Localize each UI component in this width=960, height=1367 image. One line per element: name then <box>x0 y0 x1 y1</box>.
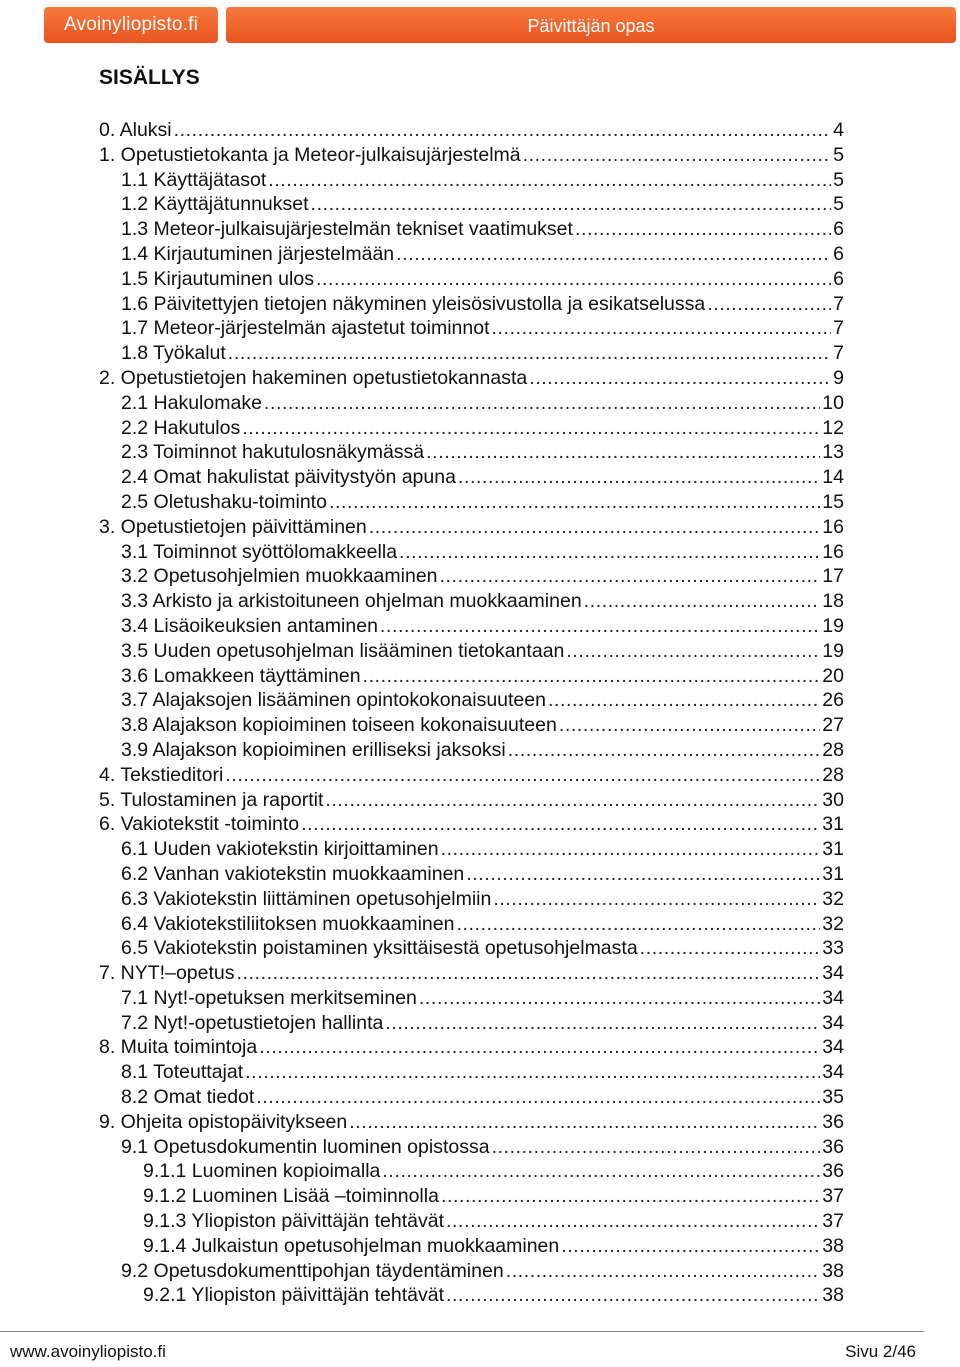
toc-entry-page: 34 <box>822 962 844 985</box>
toc-entry[interactable] <box>0 416 960 441</box>
toc-entry[interactable] <box>0 540 960 565</box>
toc-dot-leader <box>508 738 821 763</box>
toc-dot-leader <box>440 564 821 589</box>
toc-entry[interactable] <box>0 1060 960 1085</box>
toc-dot-leader <box>380 614 820 639</box>
toc-entry[interactable] <box>0 1011 960 1036</box>
toc-dot-leader <box>349 1110 820 1135</box>
toc-dot-leader <box>369 515 821 540</box>
toc-entry-page: 9 <box>833 366 844 389</box>
toc-entry-page: 7 <box>833 317 844 340</box>
toc-entry-page: 35 <box>822 1086 844 1109</box>
toc-entry[interactable] <box>0 366 960 391</box>
toc-dot-leader <box>256 1085 820 1110</box>
toc-entry[interactable] <box>0 143 960 168</box>
toc-entry-page: 12 <box>822 416 844 439</box>
toc-entry[interactable] <box>0 887 960 912</box>
toc-entry-title: 9.1 Opetusdokumentin luominen opistossa <box>121 1135 490 1158</box>
toc-dot-leader <box>458 465 820 490</box>
toc-dot-leader <box>385 1011 820 1036</box>
toc-dot-leader <box>396 242 831 267</box>
toc-entry-title: 8.1 Toteuttajat <box>121 1061 244 1084</box>
toc-dot-leader <box>311 192 832 217</box>
toc-entry[interactable] <box>0 490 960 515</box>
toc-dot-leader <box>228 341 831 366</box>
toc-entry[interactable] <box>0 788 960 813</box>
toc-entry-title: 9.1.4 Julkaistun opetusohjelman muokkaaminen <box>143 1234 560 1257</box>
toc-dot-leader <box>419 986 820 1011</box>
toc-entry-title: 3.2 Opetusohjelmien muokkaaminen <box>121 565 438 588</box>
toc-dot-leader <box>492 316 832 341</box>
toc-entry[interactable] <box>0 1283 960 1308</box>
toc-entry-title: 1. Opetustietokanta ja Meteor-julkaisujärjestelmä <box>99 143 521 166</box>
toc-entry[interactable] <box>0 391 960 416</box>
toc-entry-page: 15 <box>822 490 844 513</box>
toc-entry-page: 31 <box>822 838 844 861</box>
toc-dot-leader <box>316 267 831 292</box>
toc-entry-title: 2.2 Hakutulos <box>121 416 241 439</box>
toc-entry-title: 3.4 Lisäoikeuksien antaminen <box>121 614 378 637</box>
toc-entry-title: 0. Aluksi <box>99 119 172 141</box>
toc-entry-title: 3.7 Alajaksojen lisääminen opintokokonaisuuteen <box>121 689 546 712</box>
site-logo: Avoinyliopisto.fi <box>44 7 218 43</box>
toc-entry[interactable] <box>0 242 960 267</box>
toc-entry-title: 1.8 Työkalut <box>121 342 226 365</box>
footer-page-number: Sivu 2/46 <box>845 1342 916 1361</box>
toc-entry[interactable] <box>0 267 960 292</box>
toc-entry-title: 9.1.1 Luominen kopioimalla <box>143 1160 381 1183</box>
toc-dot-leader <box>426 440 820 465</box>
toc-entry[interactable] <box>0 341 960 366</box>
toc-dot-leader <box>466 862 820 887</box>
toc-dot-leader <box>237 961 821 986</box>
toc-entry-page: 5 <box>833 168 844 191</box>
guide-title-banner: Päivittäjän opas <box>226 7 956 43</box>
toc-entry-page: 19 <box>822 639 844 662</box>
toc-entry-title: 7.1 Nyt!-opetuksen merkitseminen <box>121 986 417 1009</box>
toc-entry[interactable] <box>0 217 960 242</box>
toc-dot-leader <box>245 1060 820 1085</box>
toc-entry-title: 1.2 Käyttäjätunnukset <box>121 193 309 216</box>
toc-entry[interactable] <box>0 639 960 664</box>
toc-dot-leader <box>268 168 831 193</box>
toc-entry[interactable] <box>0 316 960 341</box>
toc-entry-title: 4. Tekstieditori <box>99 763 224 786</box>
toc-entry[interactable] <box>0 1209 960 1234</box>
toc-dot-leader <box>575 217 831 242</box>
toc-dot-leader <box>329 490 820 515</box>
toc-dot-leader <box>446 1283 820 1308</box>
toc-entry-page: 5 <box>833 143 844 166</box>
toc-entry[interactable] <box>0 589 960 614</box>
toc-entry-page: 18 <box>822 590 844 613</box>
toc-entry-page: 30 <box>822 788 844 811</box>
toc-entry[interactable] <box>0 440 960 465</box>
toc-dot-leader <box>259 1035 820 1060</box>
toc-dot-leader <box>493 887 820 912</box>
toc-entry[interactable] <box>0 1035 960 1060</box>
toc-dot-leader <box>441 1184 820 1209</box>
toc-dot-leader <box>225 763 820 788</box>
toc-entry[interactable] <box>0 1110 960 1135</box>
toc-entry-page: 34 <box>822 1011 844 1034</box>
toc-entry[interactable] <box>0 1259 960 1284</box>
toc-entry[interactable] <box>0 763 960 788</box>
toc-dot-leader <box>242 416 820 441</box>
toc-entry[interactable] <box>0 664 960 689</box>
toc-dot-leader <box>399 540 820 565</box>
toc-dot-leader <box>529 366 831 391</box>
toc-entry-page: 34 <box>822 1061 844 1084</box>
toc-dot-leader <box>566 639 820 664</box>
toc-entry-title: 1.1 Käyttäjätasot <box>121 168 267 191</box>
toc-entry-page: 37 <box>822 1185 844 1208</box>
toc-dot-leader <box>523 143 832 168</box>
toc-entry[interactable] <box>0 812 960 837</box>
toc-entry-page: 31 <box>822 862 844 885</box>
toc-entry[interactable] <box>0 1234 960 1259</box>
toc-entry-page: 38 <box>822 1259 844 1282</box>
toc-entry[interactable] <box>0 713 960 738</box>
toc-dot-leader <box>264 391 820 416</box>
toc-entry-title: 3.6 Lomakkeen täyttäminen <box>121 664 361 687</box>
toc-dot-leader <box>441 837 821 862</box>
toc-entry-page: 17 <box>822 565 844 588</box>
toc-entry-page: 16 <box>822 540 844 563</box>
toc-entry-title: 9.2.1 Yliopiston päivittäjän tehtävät <box>143 1284 445 1307</box>
toc-entry-page: 34 <box>822 1036 844 1059</box>
toc-entry-title: 3.8 Alajakson kopioiminen toiseen kokonaisuuteen <box>121 714 557 737</box>
toc-entry-title: 3.9 Alajakson kopioiminen erilliseksi jaksoksi <box>121 738 506 761</box>
toc-dot-leader <box>707 292 831 317</box>
toc-entry[interactable] <box>0 936 960 961</box>
toc-entry-page: 7 <box>833 342 844 365</box>
footer-website: www.avoinyliopisto.fi <box>10 1342 166 1361</box>
toc-entry-title: 2.3 Toiminnot hakutulosnäkymässä <box>121 441 425 464</box>
toc-entry[interactable] <box>0 961 960 986</box>
toc-entry-page: 34 <box>822 986 844 1009</box>
toc-entry-title: 1.6 Päivitettyjen tietojen näkyminen yleisösivustolla ja esikatselussa <box>121 292 706 315</box>
toc-entry-page: 6 <box>833 267 844 290</box>
toc-entry-page: 14 <box>822 466 844 489</box>
toc-entry[interactable] <box>0 1159 960 1184</box>
toc-entry-page: 26 <box>822 689 844 712</box>
toc-entry-page: 37 <box>822 1210 844 1233</box>
toc-entry-page: 36 <box>822 1135 844 1158</box>
toc-dot-leader <box>456 912 820 937</box>
toc-entry[interactable] <box>0 1135 960 1160</box>
toc-entry-page: 38 <box>822 1234 844 1257</box>
toc-entry-page: 36 <box>822 1110 844 1133</box>
toc-entry[interactable] <box>0 1085 960 1110</box>
toc-title: SISÄLLYS <box>99 66 200 89</box>
toc-entry[interactable] <box>0 614 960 639</box>
toc-entry-page: 33 <box>822 937 844 960</box>
toc-entry-title: 3.5 Uuden opetusohjelman lisääminen tietokantaan <box>121 639 565 662</box>
toc-entry-title: 7.2 Nyt!-opetustietojen hallinta <box>121 1011 384 1034</box>
toc-entry[interactable] <box>0 1184 960 1209</box>
toc-entry-page: 31 <box>822 813 844 836</box>
toc-entry-title: 6.1 Uuden vakiotekstin kirjoittaminen <box>121 838 439 861</box>
toc-entry-title: 6.2 Vanhan vakiotekstin muokkaaminen <box>121 862 465 885</box>
toc-entry-page: 4 <box>833 119 844 141</box>
toc-entry-title: 6.4 Vakiotekstiliitoksen muokkaaminen <box>121 912 455 935</box>
toc-entry-title: 3.3 Arkisto ja arkistoituneen ohjelman muokkaaminen <box>121 590 582 613</box>
toc-entry-page: 6 <box>833 242 844 265</box>
toc-entry-title: 8. Muita toimintoja <box>99 1036 258 1059</box>
toc-entry-page: 6 <box>833 218 844 241</box>
toc-entry[interactable] <box>0 465 960 490</box>
toc-entry[interactable] <box>0 862 960 887</box>
toc-entry[interactable] <box>0 515 960 540</box>
toc-entry-title: 9. Ohjeita opistopäivitykseen <box>99 1110 348 1133</box>
toc-entry-page: 28 <box>822 738 844 761</box>
toc-entry[interactable] <box>0 986 960 1011</box>
footer-divider <box>0 1331 924 1332</box>
toc-entry-title: 9.2 Opetusdokumenttipohjan täydentäminen <box>121 1259 504 1282</box>
toc-entry[interactable] <box>0 118 960 143</box>
toc-entry-title: 2.1 Hakulomake <box>121 391 262 414</box>
toc-dot-leader <box>548 688 820 713</box>
toc-entry-title: 1.3 Meteor-julkaisujärjestelmän tekniset vaatimukset <box>121 218 573 241</box>
toc-dot-leader <box>506 1259 821 1284</box>
toc-entry[interactable] <box>0 564 960 589</box>
toc-entry-title: 1.5 Kirjautuminen ulos <box>121 267 314 290</box>
toc-entry-page: 20 <box>822 664 844 687</box>
toc-dot-leader <box>446 1209 820 1234</box>
toc-entry-title: 6.3 Vakiotekstin liittäminen opetusohjelmiin <box>121 887 492 910</box>
toc-dot-leader <box>561 1234 820 1259</box>
toc-entry-page: 28 <box>822 763 844 786</box>
toc-entry-title: 3.1 Toiminnot syöttölomakkeella <box>121 540 398 563</box>
toc-entry-title: 6. Vakiotekstit -toiminto <box>99 813 300 836</box>
toc-dot-leader <box>382 1159 820 1184</box>
toc-entry[interactable] <box>0 168 960 193</box>
toc-dot-leader <box>325 788 820 813</box>
toc-entry-title: 8.2 Omat tiedot <box>121 1086 255 1109</box>
toc-dot-leader <box>301 812 820 837</box>
toc-entry[interactable] <box>0 688 960 713</box>
toc-entry[interactable] <box>0 738 960 763</box>
toc-entry-title: 5. Tulostaminen ja raportit <box>99 788 324 811</box>
toc-entry-page: 19 <box>822 614 844 637</box>
toc-dot-leader <box>174 118 832 143</box>
toc-entry-page: 32 <box>822 887 844 910</box>
toc-entry-page: 13 <box>822 441 844 464</box>
toc-entry-page: 16 <box>822 515 844 538</box>
toc-entry-page: 38 <box>822 1284 844 1307</box>
toc-dot-leader <box>640 936 821 961</box>
toc-entry-page: 7 <box>833 292 844 315</box>
toc-entry[interactable] <box>0 292 960 317</box>
toc-dot-leader <box>584 589 821 614</box>
toc-entry-title: 9.1.2 Luominen Lisää –toiminnolla <box>143 1185 439 1208</box>
table-of-contents <box>0 118 960 1308</box>
toc-entry-page: 32 <box>822 912 844 935</box>
toc-dot-leader <box>559 713 820 738</box>
toc-dot-leader <box>363 664 821 689</box>
toc-entry[interactable] <box>0 837 960 862</box>
toc-dot-leader <box>492 1135 821 1160</box>
toc-entry[interactable] <box>0 192 960 217</box>
toc-entry-title: 1.4 Kirjautuminen järjestelmään <box>121 242 395 265</box>
toc-entry-title: 1.7 Meteor-järjestelmän ajastetut toiminnot <box>121 317 490 340</box>
toc-entry-title: 2. Opetustietojen hakeminen opetustietokannasta <box>99 366 528 389</box>
toc-entry-page: 5 <box>833 193 844 216</box>
toc-entry-title: 6.5 Vakiotekstin poistaminen yksittäisestä opetusohjelmasta <box>121 937 638 960</box>
toc-entry-page: 36 <box>822 1160 844 1183</box>
toc-entry-title: 3. Opetustietojen päivittäminen <box>99 515 367 538</box>
toc-entry-title: 7. NYT!–opetus <box>99 962 235 985</box>
toc-entry[interactable] <box>0 912 960 937</box>
toc-entry-title: 9.1.3 Yliopiston päivittäjän tehtävät <box>143 1210 445 1233</box>
toc-entry-title: 2.4 Omat hakulistat päivitystyön apuna <box>121 466 456 489</box>
toc-entry-page: 27 <box>822 714 844 737</box>
toc-entry-title: 2.5 Oletushaku-toiminto <box>121 490 327 513</box>
toc-entry-page: 10 <box>822 391 844 414</box>
